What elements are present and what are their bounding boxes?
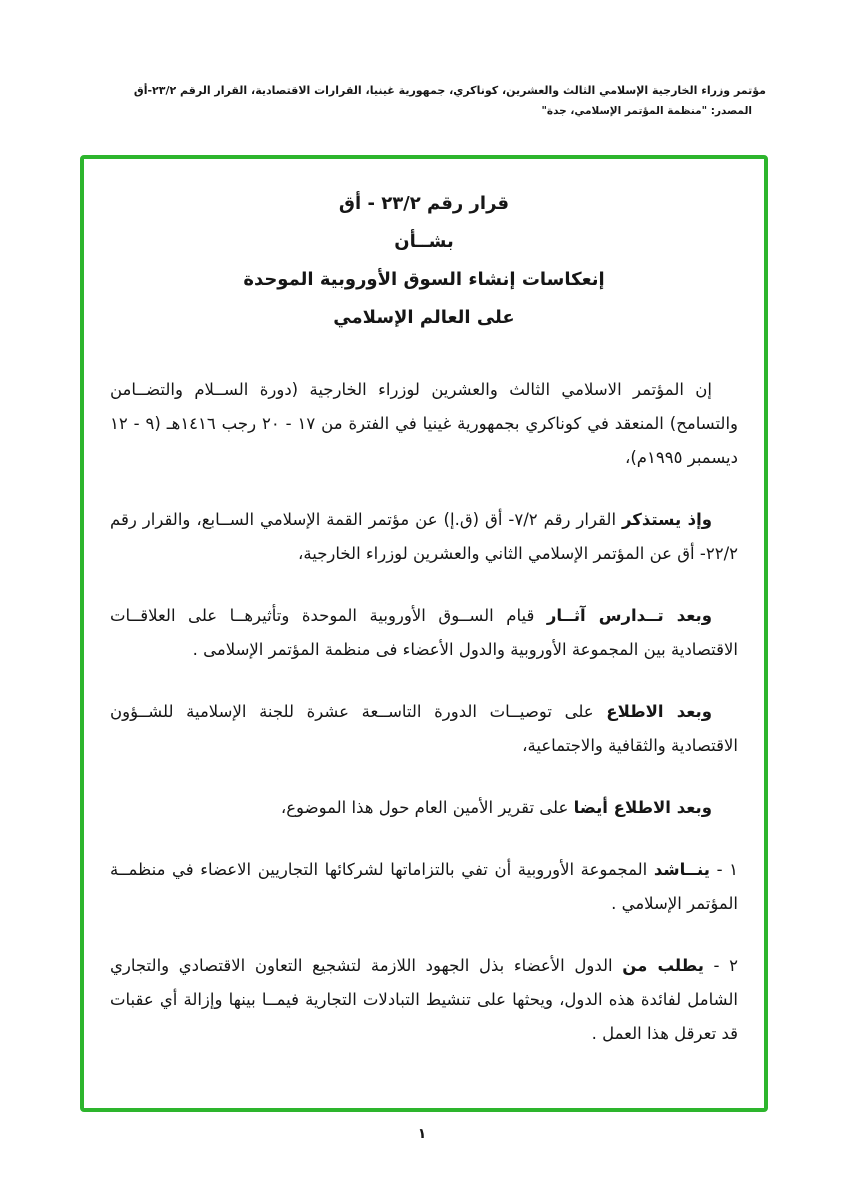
item-text: الدول الأعضاء بذل الجهود اللازمة لتشجيع التعاون الاقتصادي والتجاري الشامل لفائدة هذه الدول، ويحثها على تنشيط التبادلات التجارية فيمــا بينها وإزالة أي عقبات قد تعرقل هذا العمل . [110,956,738,1043]
item-lead: ينــاشد [653,860,710,879]
page-number: ١ [417,1126,427,1142]
having-reviewed-paragraph [110,695,738,763]
recalling-paragraph [110,503,738,571]
paragraph-lead: وإذ يستذكر [622,510,712,529]
paragraph-lead: وبعد الاطلاع أيضا [573,798,712,817]
paragraph-lead: وبعد الاطلاع [606,702,713,721]
item-lead: يطلب من [622,956,704,975]
paragraph-text: إن المؤتمر الاسلامي الثالث والعشرين لوزراء الخارجية (دورة الســلام والتضــامن والتسامح) المنعقد في كوناكري بجمهورية غينيا في الفترة من ١٧ - ٢٠ رجب ١٤١٦هـ (٩ - ١٢ ديسمبر ١٩٩٥م)، [110,380,739,467]
having-studied-paragraph [110,599,738,667]
resolution-number: قرار رقم ٢٣/٢ - أق [338,193,510,214]
paragraph-text: قيام الســوق الأوروبية الموحدة وتأثيرهــا على العلاقــات الاقتصادية بين المجموعة الأوروبية والدول الأعضاء فى منظمة المؤتمر الإسلامى . [110,606,738,659]
title-subject-line1: إنعكاسات إنشاء السوق الأوروبية الموحدة [243,269,605,290]
item-number: ٢ - [713,956,738,975]
paragraph-text: على توصيــات الدورة التاســعة عشرة للجنة الإسلامية للشــؤون الاقتصادية والثقافية والاجتماعية، [110,702,738,755]
header-source: المصدر: "منظمة المؤتمر الإسلامي، جدة" [541,104,752,117]
title-block [110,185,738,337]
resolution-item-2 [110,949,738,1051]
item-number: ١ - [716,860,739,879]
resolution-item-1 [110,853,738,921]
document-frame [80,155,768,1112]
header-citation: مؤتمر وزراء الخارجية الإسلامي الثالث والعشرين، كوناكري، جمهورية غينيا، القرارات الاقتصادية، القرار الرقم ٢٣/٢-أق [133,84,766,97]
paragraph-lead: وبعد تــدارس آثــار [546,606,712,625]
paragraph-text: على تقرير الأمين العام حول هذا الموضوع، [280,798,569,817]
title-subject-line2: على العالم الإسلامي [333,307,515,328]
document-header [106,82,766,121]
item-text: المجموعة الأوروبية أن تفي بالتزاماتها لشركائها التجاريين الاعضاء في منظمــة المؤتمر الإسلامي . [110,860,738,913]
preamble-paragraph [110,373,738,475]
having-also-reviewed-paragraph [110,791,738,825]
paragraph-text: القرار رقم ٧/٢- أق (ق.إ) عن مؤتمر القمة الإسلامي الســابع، والقرار رقم ٢٢/٢- أق عن المؤتمر الإسلامي الثاني والعشرين لوزراء الخارجية، [110,510,738,563]
title-regarding: بشــأن [394,231,454,252]
